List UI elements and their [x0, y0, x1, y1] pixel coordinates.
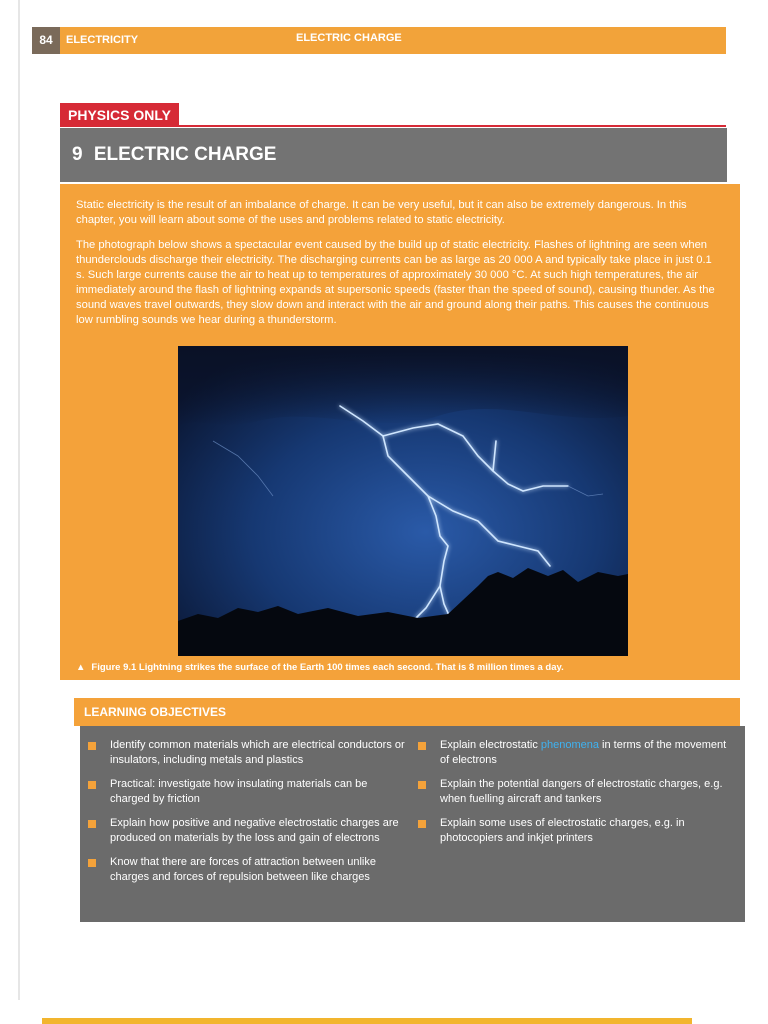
- objective-item: Know that there are forces of attraction between unlike charges and forces of repulsion between like charges: [88, 855, 408, 885]
- chapter-running-title: ELECTRIC CHARGE: [296, 32, 402, 44]
- physics-only-tag: PHYSICS ONLY: [60, 103, 179, 127]
- chapter-title: ELECTRIC CHARGE: [93, 144, 277, 165]
- square-bullet-icon: [418, 781, 426, 789]
- figure-caption: [76, 662, 726, 673]
- bottom-rule: [42, 1018, 692, 1024]
- objective-item: Identify common materials which are electrical conductors or insulators, including metals and plastics: [88, 738, 408, 768]
- square-bullet-icon: [418, 742, 426, 750]
- objective-item: Practical: investigate how insulating materials can be charged by friction: [88, 777, 408, 807]
- intro-paragraph-2: The photograph below shows a spectacular event caused by the build up of static electricity. Flashes of lightning are seen when thunderclouds discharge their electricity. The discharging currents can be as large as 20 000 A and typically take place in just 0.1 s. Such large currents cause the air to heat up to temperatures of approximately 30 000 °C. At such high temperatures, the air immediately around the flash of lightning expands at supersonic speeds (faster than the speed of sound), causing thunder. As the sound waves travel outwards, they slow down and interact with the air and ground along their paths. This causes the continuous low rumbling sounds we hear during a thunderstorm.: [76, 239, 715, 326]
- square-bullet-icon: [418, 820, 426, 828]
- objectives-right-column: [418, 738, 738, 855]
- learning-objectives-panel: [80, 726, 745, 922]
- glossary-term-link[interactable]: phenomena: [540, 739, 599, 751]
- learning-objectives-heading: LEARNING OBJECTIVES: [74, 698, 740, 726]
- objective-item: Explain how positive and negative electrostatic charges are produced on materials by the loss and gain of electrons: [88, 816, 408, 846]
- section-name: ELECTRICITY: [66, 34, 139, 46]
- page-number: 84: [32, 27, 60, 54]
- objective-item: Explain the potential dangers of electrostatic charges, e.g. when fuelling aircraft and tankers: [418, 777, 738, 807]
- square-bullet-icon: [88, 742, 96, 750]
- tag-rule: [60, 125, 726, 127]
- chapter-title-bar: [60, 128, 727, 182]
- square-bullet-icon: [88, 820, 96, 828]
- intro-panel: [60, 184, 740, 680]
- triangle-icon: ▲: [76, 662, 86, 673]
- objective-item: Explain some uses of electrostatic charges, e.g. in photocopiers and inkjet printers: [418, 816, 738, 846]
- figure-caption-text: Figure 9.1 Lightning strikes the surface of the Earth 100 times each second. That is 8 million times a day.: [91, 662, 564, 673]
- square-bullet-icon: [88, 781, 96, 789]
- running-header: [32, 27, 726, 54]
- chapter-number: 9: [72, 144, 83, 165]
- objectives-left-column: [88, 738, 408, 894]
- lightning-photo: [178, 346, 628, 656]
- objective-item: Explain electrostatic phenomena in terms of the movement of electrons: [418, 738, 738, 768]
- intro-paragraph-1: Static electricity is the result of an imbalance of charge. It can be very useful, but it can also be extremely dangerous. In this chapter, you will learn about some of the uses and problems related to static electricity.: [76, 199, 687, 226]
- square-bullet-icon: [88, 859, 96, 867]
- page-edge: [18, 0, 20, 1000]
